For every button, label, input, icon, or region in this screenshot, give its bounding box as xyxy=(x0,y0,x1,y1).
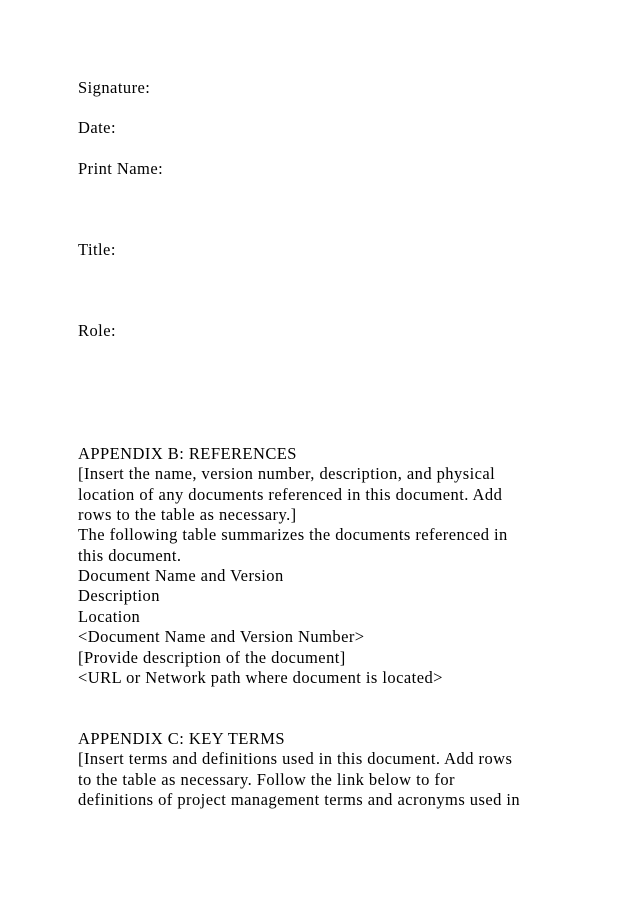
appendix-c-instruction-line: definitions of project management terms and acronyms used in xyxy=(78,790,521,809)
appendix-b-summary-line: The following table summarizes the documents referenced in xyxy=(78,525,508,544)
appendix-c-heading: APPENDIX C: KEY TERMS xyxy=(78,729,286,748)
appendix-b-summary-line: this document. xyxy=(78,546,182,565)
appendix-b-instruction-line: [Insert the name, version number, description, and physical xyxy=(78,464,496,483)
title-label: Title: xyxy=(78,240,116,259)
appendix-b-instruction-line: rows to the table as necessary.] xyxy=(78,505,297,524)
table-header-document-name: Document Name and Version xyxy=(78,566,284,585)
table-header-location: Location xyxy=(78,607,141,626)
appendix-c-instruction-line: [Insert terms and definitions used in this document. Add rows xyxy=(78,749,513,768)
table-cell-document-name: <Document Name and Version Number> xyxy=(78,627,365,646)
appendix-c-instruction-line: to the table as necessary. Follow the link below to for xyxy=(78,770,455,789)
table-header-description: Description xyxy=(78,586,160,605)
appendix-b-instruction-line: location of any documents referenced in this document. Add xyxy=(78,485,503,504)
appendix-b-heading: APPENDIX B: REFERENCES xyxy=(78,444,297,463)
table-cell-description: [Provide description of the document] xyxy=(78,648,346,667)
table-cell-location: <URL or Network path where document is located> xyxy=(78,668,443,687)
role-label: Role: xyxy=(78,321,116,340)
print-name-label: Print Name: xyxy=(78,159,164,178)
signature-label: Signature: xyxy=(78,78,151,97)
date-label: Date: xyxy=(78,118,116,137)
